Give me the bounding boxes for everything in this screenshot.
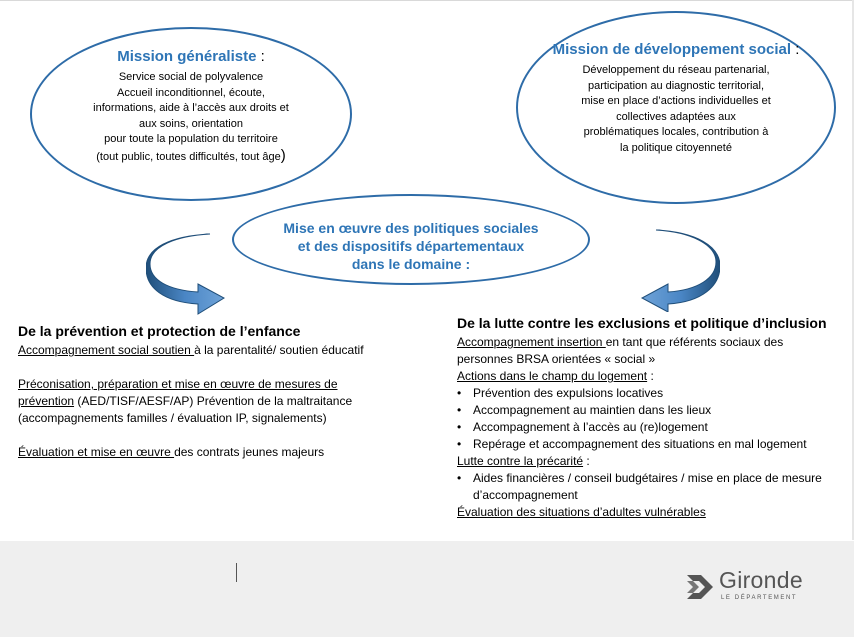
top-border (0, 0, 854, 1)
gironde-chevron-icon (683, 571, 715, 603)
list-item: • Aides financières / conseil budgétaires / mise en place de mesure d’accompagnement (473, 470, 853, 504)
prevention-line: prévention (AED/TISF/AESF/AP) Prévention de la maltraitance (18, 394, 353, 408)
mission-developpement-social-text: Développement du réseau partenarial, participation au diagnostic territorial, mise en place d’actions individuelles et collectives adaptées aux problématiques locales, contribution à la politique citoyenneté (581, 64, 771, 154)
list-item: • Accompagnement au maintien dans les lieux (473, 402, 853, 419)
logement-heading: Actions dans le champ du logement : (457, 369, 654, 383)
mise-en-oeuvre-ellipse (232, 194, 590, 285)
lutte-exclusions-title: De la lutte contre les exclusions et politique d’inclusion (457, 315, 827, 331)
accompagnements-familles-line: (accompagnements familles / évaluation IP, signalements) (18, 411, 327, 425)
evaluation-adultes-vulnerables-line: Évaluation des situations d’adultes vulnérables (457, 505, 706, 519)
gironde-logo (683, 569, 823, 609)
mission-developpement-social-title: Mission de développement social : (552, 41, 800, 58)
accompagnement-social-line: Accompagnement social soutien à la parentalité/ soutien éducatif (18, 343, 364, 357)
list-item: • Prévention des expulsions locatives (473, 385, 853, 402)
prevention-protection-enfance-section (18, 322, 438, 461)
accompagnement-insertion-line: Accompagnement insertion en tant que référents sociaux des (457, 335, 784, 349)
mission-developpement-social-ellipse (516, 11, 836, 204)
precarite-list (457, 470, 853, 504)
footer-separator (236, 563, 237, 582)
prevention-protection-enfance-title: De la prévention et protection de l’enfance (18, 323, 301, 339)
logo-wordmark: Gironde (719, 567, 803, 593)
preconisation-line: Préconisation, préparation et mise en œuvre de mesures de (18, 377, 338, 391)
footer-band (0, 541, 854, 637)
lutte-exclusions-section (457, 314, 853, 521)
mission-generaliste-ellipse (30, 27, 352, 201)
precarite-heading: Lutte contre la précarité : (457, 454, 590, 468)
personnes-brsa-line: personnes BRSA orientées « social » (457, 352, 656, 366)
mise-en-oeuvre-title: Mise en œuvre des politiques sociales et des dispositifs départementaux dans le domaine : (283, 220, 539, 272)
right-curved-arrow-icon (640, 228, 720, 312)
mission-generaliste-title: Mission généraliste : (117, 48, 265, 65)
logo-subtitle: LE DÉPARTEMENT (721, 595, 798, 601)
evaluation-jeunes-majeurs-line: Évaluation et mise en œuvre des contrats jeunes majeurs (18, 445, 325, 459)
list-item: • Repérage et accompagnement des situations en mal logement (473, 436, 853, 453)
logement-list (457, 385, 853, 453)
left-curved-arrow-icon (146, 232, 228, 316)
list-item: • Accompagnement à l’accès au (re)logement (473, 419, 853, 436)
mission-generaliste-text: Service social de polyvalence Accueil inconditionnel, écoute, informations, aide à l’accès aux droits et aux soins, orientation pour toute la population du territoire (tout public, toutes difficultés, tout âge) (93, 71, 289, 164)
